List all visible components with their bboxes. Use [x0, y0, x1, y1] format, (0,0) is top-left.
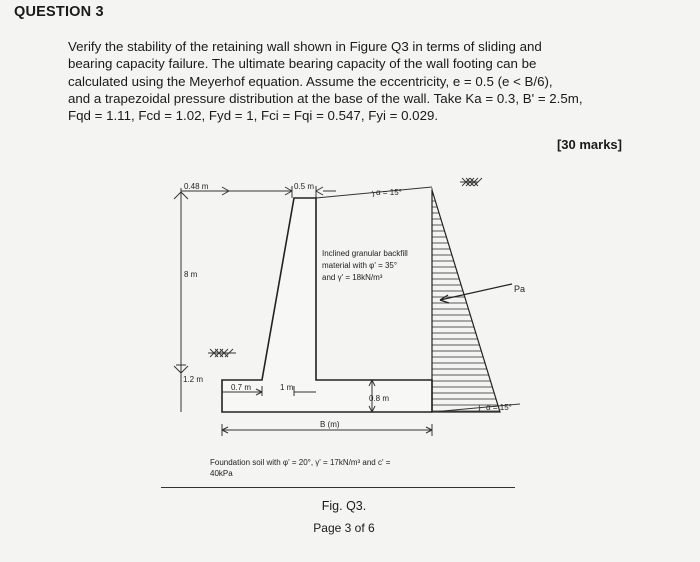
- foundation-label-line2: 40kPa: [210, 469, 233, 478]
- backfill-label-line3: and γ' = 18kN/m³: [322, 273, 383, 282]
- figure-caption: Fig. Q3.: [321, 499, 367, 513]
- question-line: Verify the stability of the retaining wall shown in Figure Q3 in terms of sliding and: [68, 39, 542, 54]
- alpha-bottom-label: α = 15°: [486, 403, 512, 412]
- figure-divider: [161, 487, 515, 488]
- ground-hatch-toe: [208, 349, 236, 357]
- heel-dim-label: 1 m: [280, 383, 294, 392]
- base-thickness-label: 0.8 m: [369, 394, 390, 403]
- question-line: bearing capacity failure. The ultimate bearing capacity of the wall footing can be: [68, 56, 537, 72]
- base-width-label: B (m): [320, 420, 340, 429]
- force-label: Pa: [514, 284, 526, 294]
- marks-label: [30 marks]: [556, 137, 622, 152]
- question-title: QUESTION 3: [14, 4, 104, 20]
- toe-length-label: 0.7 m: [231, 383, 252, 392]
- retaining-wall: [222, 198, 432, 412]
- height-label: 8 m: [184, 270, 198, 279]
- backfill-label-line1: Inclined granular backfill: [322, 249, 408, 258]
- question-line: calculated using the Meyerhof equation. Assume the eccentricity, e = 0.5 (e < B/6),: [68, 73, 553, 89]
- ground-hatch-top: [460, 178, 482, 186]
- alpha-top-label: α = 15°: [376, 188, 402, 197]
- stem-offset-label: 0.5 m: [294, 182, 315, 191]
- top-width-label: 0.48 m: [184, 182, 209, 191]
- backfill-slope-line: [316, 187, 432, 198]
- top-angle-arc: [372, 191, 374, 197]
- toe-height-label: 1.2 m: [183, 375, 204, 384]
- question-line: Fqd = 1.11, Fcd = 1.02, Fyd = 1, Fci = Fqi = 0.547, Fyi = 0.029.: [68, 108, 439, 124]
- foundation-label-line1: Foundation soil with φ' = 20°, γ' = 17kN/m³ and c' =: [210, 458, 391, 467]
- page-number: Page 3 of 6: [313, 521, 375, 535]
- backfill-label-line2: material with φ' = 35°: [322, 261, 398, 270]
- question-line: and a trapezoidal pressure distribution at the base of the wall. Take Ka = 0.3, B' = 2.5m,: [68, 90, 583, 106]
